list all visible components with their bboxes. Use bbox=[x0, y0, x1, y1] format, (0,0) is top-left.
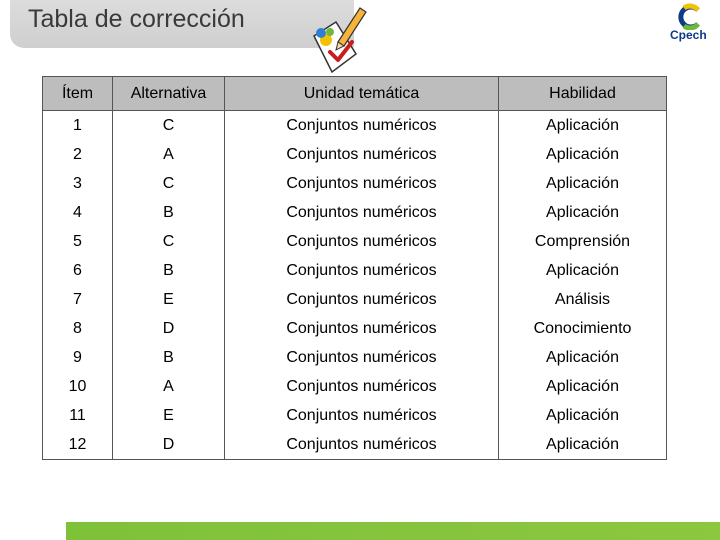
topic-cell: Conjuntos numéricos bbox=[225, 285, 499, 314]
item-cell: 9 bbox=[43, 343, 113, 372]
table-row bbox=[43, 227, 667, 256]
skill-cell: Aplicación bbox=[499, 111, 667, 141]
skill-cell: Aplicación bbox=[499, 401, 667, 430]
alternative-cell: B bbox=[113, 198, 225, 227]
skill-cell: Aplicación bbox=[499, 372, 667, 401]
table-row bbox=[43, 314, 667, 343]
cpech-logo bbox=[664, 2, 718, 46]
item-cell: 4 bbox=[43, 198, 113, 227]
topic-cell: Conjuntos numéricos bbox=[225, 169, 499, 198]
item-cell: 8 bbox=[43, 314, 113, 343]
column-header-alternative: Alternativa bbox=[113, 77, 225, 111]
table-row bbox=[43, 285, 667, 314]
cpech-logo-icon bbox=[664, 2, 718, 30]
skill-cell: Aplicación bbox=[499, 430, 667, 460]
skill-cell: Aplicación bbox=[499, 169, 667, 198]
table-row bbox=[43, 430, 667, 460]
table-row bbox=[43, 111, 667, 141]
skill-cell: Aplicación bbox=[499, 256, 667, 285]
logo-text: Cpech bbox=[670, 28, 707, 42]
alternative-cell: B bbox=[113, 343, 225, 372]
topic-cell: Conjuntos numéricos bbox=[225, 430, 499, 460]
table-row bbox=[43, 169, 667, 198]
page-title: Tabla de corrección bbox=[28, 5, 245, 33]
correction-table bbox=[42, 76, 667, 460]
table-row bbox=[43, 372, 667, 401]
alternative-cell: C bbox=[113, 169, 225, 198]
checklist-pencil-icon bbox=[308, 2, 370, 78]
item-cell: 1 bbox=[43, 111, 113, 141]
column-header-item: Ítem bbox=[43, 77, 113, 111]
item-cell: 6 bbox=[43, 256, 113, 285]
skill-cell: Aplicación bbox=[499, 198, 667, 227]
alternative-cell: B bbox=[113, 256, 225, 285]
alternative-cell: D bbox=[113, 430, 225, 460]
table-row bbox=[43, 256, 667, 285]
skill-cell: Comprensión bbox=[499, 227, 667, 256]
skill-cell: Análisis bbox=[499, 285, 667, 314]
table-row bbox=[43, 401, 667, 430]
item-cell: 3 bbox=[43, 169, 113, 198]
item-cell: 11 bbox=[43, 401, 113, 430]
topic-cell: Conjuntos numéricos bbox=[225, 227, 499, 256]
topic-cell: Conjuntos numéricos bbox=[225, 256, 499, 285]
item-cell: 10 bbox=[43, 372, 113, 401]
skill-cell: Aplicación bbox=[499, 140, 667, 169]
footer-accent-bar bbox=[66, 522, 720, 540]
alternative-cell: A bbox=[113, 372, 225, 401]
table-header-row bbox=[43, 77, 667, 111]
topic-cell: Conjuntos numéricos bbox=[225, 198, 499, 227]
item-cell: 5 bbox=[43, 227, 113, 256]
topic-cell: Conjuntos numéricos bbox=[225, 314, 499, 343]
item-cell: 2 bbox=[43, 140, 113, 169]
table-row bbox=[43, 140, 667, 169]
alternative-cell: C bbox=[113, 227, 225, 256]
alternative-cell: C bbox=[113, 111, 225, 141]
skill-cell: Conocimiento bbox=[499, 314, 667, 343]
alternative-cell: D bbox=[113, 314, 225, 343]
topic-cell: Conjuntos numéricos bbox=[225, 372, 499, 401]
skill-cell: Aplicación bbox=[499, 343, 667, 372]
table-row bbox=[43, 198, 667, 227]
item-cell: 7 bbox=[43, 285, 113, 314]
table-row bbox=[43, 343, 667, 372]
topic-cell: Conjuntos numéricos bbox=[225, 140, 499, 169]
item-cell: 12 bbox=[43, 430, 113, 460]
alternative-cell: A bbox=[113, 140, 225, 169]
alternative-cell: E bbox=[113, 285, 225, 314]
column-header-topic: Unidad temática bbox=[225, 77, 499, 111]
topic-cell: Conjuntos numéricos bbox=[225, 111, 499, 141]
topic-cell: Conjuntos numéricos bbox=[225, 401, 499, 430]
column-header-skill: Habilidad bbox=[499, 77, 667, 111]
topic-cell: Conjuntos numéricos bbox=[225, 343, 499, 372]
title-bar bbox=[10, 0, 354, 48]
alternative-cell: E bbox=[113, 401, 225, 430]
